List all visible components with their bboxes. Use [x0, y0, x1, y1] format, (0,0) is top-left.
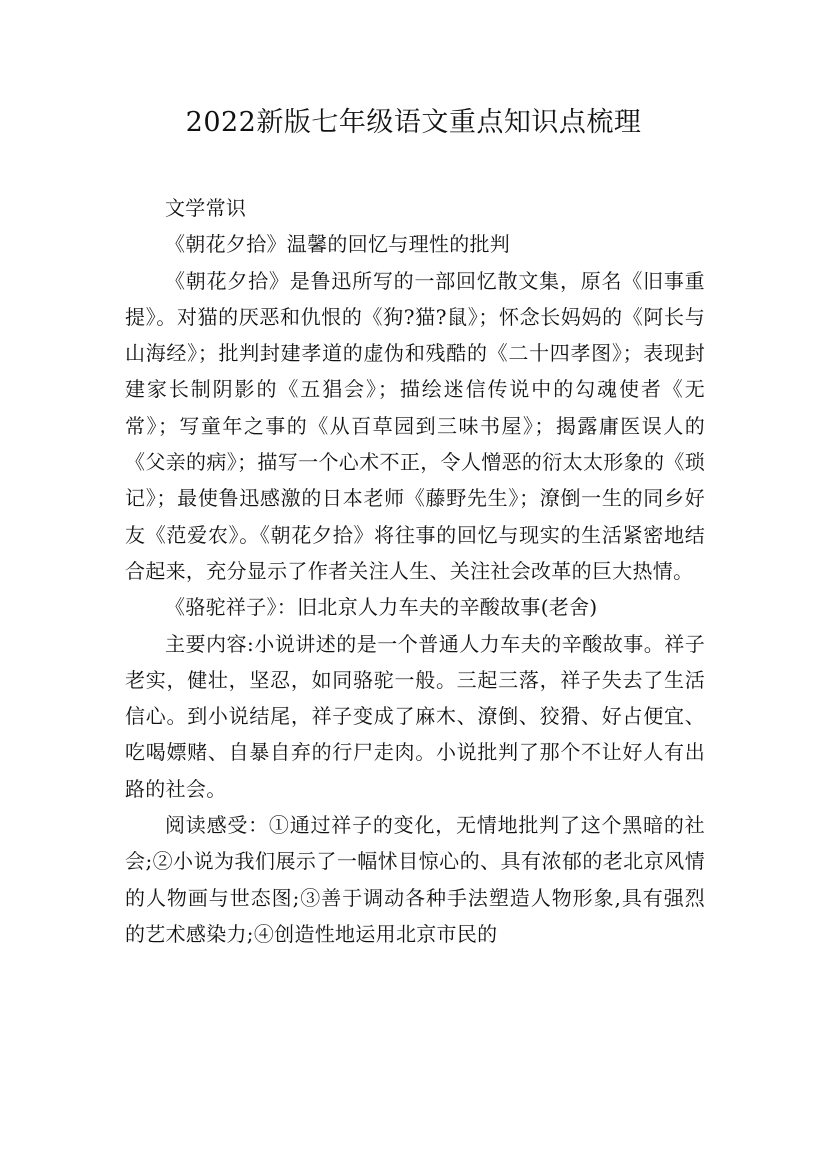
paragraph-main-content: 主要内容:小说讲述的是一个普通人力车夫的辛酸故事。祥子老实，健壮，坚忍，如同骆驼一般。三起三落，祥子失去了生活信心。到小说结尾，祥子变成了麻木、潦倒、狡猾、好占便宜、吃喝嫖赌、自暴自弃的行尸走肉。小说批判了那个不让好人有出路的社会。 — [125, 631, 705, 801]
paragraph-zhaohuaxishi: 《朝花夕拾》是鲁迅所写的一部回忆散文集，原名《旧事重提》。对猫的厌恶和仇恨的《狗?猫?鼠》；怀念长妈妈的《阿长与山海经》；批判封建孝道的虚伪和残酷的《二十四孝图》；表现封建家长制阴影的《五猖会》；描绘迷信传说中的勾魂使者《无常》；写童年之事的《从百草园到三味书屋》；揭露庸医误人的《父亲的病》；描写一个心术不正，令人憎恶的衍太太形象的《琐记》；最使鲁迅感激的日本老师《藤野先生》；潦倒一生的同乡好友《范爱农》。《朝花夕拾》将往事的回忆与现实的生活紧密地结合起来，充分显示了作者关注人生、关注社会改革的巨大热情。 — [125, 268, 705, 583]
book-heading-zhaohuaxishi: 《朝花夕拾》温馨的回忆与理性的批判 — [165, 232, 511, 257]
section-heading-literary-knowledge: 文学常识 — [165, 196, 247, 220]
document-body — [125, 190, 705, 952]
book-heading-luotuoxiangzi: 《骆驼祥子》：旧北京人力车夫的辛酸故事(老舍) — [165, 595, 598, 620]
paragraph-reading-impression: 阅读感受：①通过祥子的变化，无情地批判了这个黑暗的社会;②小说为我们展示了一幅怵目惊心的、具有浓郁的老北京风情的人物画与世态图;③善于调动各种手法塑造人物形象,具有强烈的艺术感染力;④创造性地运用北京市民的 — [125, 813, 705, 946]
document-title: 2022新版七年级语文重点知识点梳理 — [185, 107, 642, 138]
